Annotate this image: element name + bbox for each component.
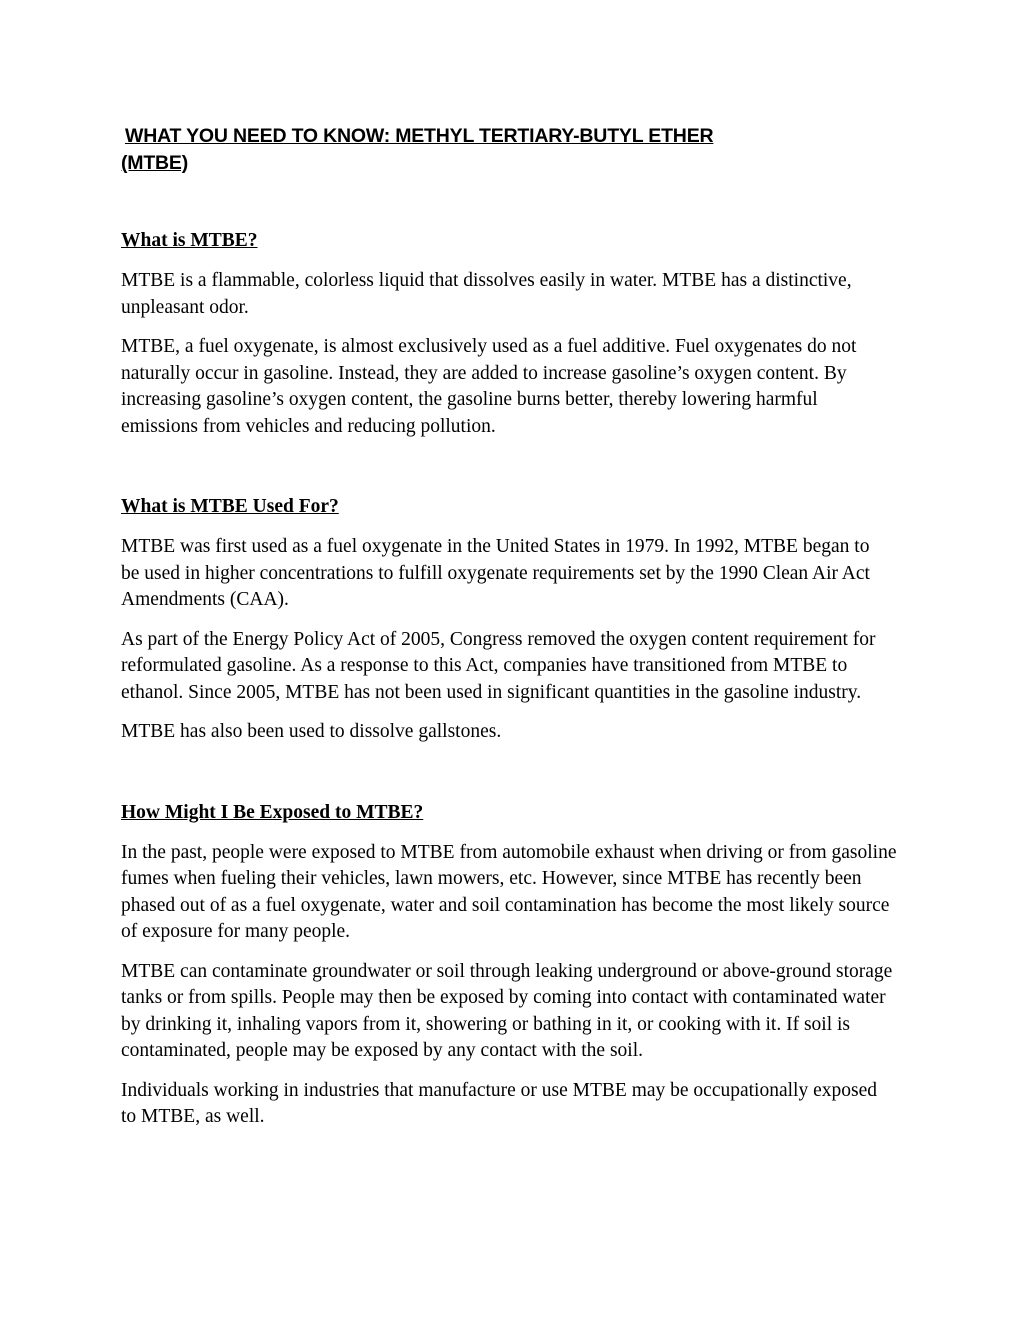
section-mtbe-uses bbox=[121, 494, 901, 746]
document-title-line1: WHAT YOU NEED TO KNOW: METHYL TERTIARY-BUTYL ETHER bbox=[125, 125, 714, 147]
paragraph: MTBE can contaminate groundwater or soil through leaking underground or above-ground storage tanks or from spills. People may then be exposed by coming into contact with contaminated water by drinking it, inhaling vapors from it, showering or bathing in it, or cooking with it. If soil is contaminated, people may be exposed by any contact with the soil. bbox=[121, 960, 893, 1061]
section-heading: What is MTBE Used For? bbox=[121, 496, 339, 517]
document-page bbox=[121, 120, 901, 1131]
paragraph: As part of the Energy Policy Act of 2005, Congress removed the oxygen content requirement for reformulated gasoline. As a response to this Act, companies have transitioned from MTBE to ethanol. Since 2005, MTBE has not been used in significant quantities in the gasoline industry. bbox=[121, 628, 876, 703]
section-heading: How Might I Be Exposed to MTBE? bbox=[121, 801, 424, 823]
paragraph: MTBE, a fuel oxygenate, is almost exclusively used as a fuel additive. Fuel oxygenates do not naturally occur in gasoline. Instead, they are added to increase gasoline’s oxygen content. By increasing gasoline’s oxygen content, the gasoline burns better, thereby lowering harmful emissions from vehicles and reducing pollution. bbox=[121, 336, 857, 437]
paragraph: MTBE was first used as a fuel oxygenate in the United States in 1979. In 1992, MTBE began to be used in higher concentrations to fulfill oxygenate requirements set by the 1990 Clean Air Act Amendments (CAA). bbox=[121, 536, 870, 610]
paragraph: MTBE has also been used to dissolve gallstones. bbox=[121, 721, 502, 742]
section-exposure bbox=[121, 800, 901, 1131]
document-title bbox=[121, 123, 901, 177]
section-heading: What is MTBE? bbox=[121, 230, 258, 251]
paragraph: Individuals working in industries that manufacture or use MTBE may be occupationally exposed to MTBE, as well. bbox=[121, 1079, 877, 1127]
paragraph: In the past, people were exposed to MTBE from automobile exhaust when driving or from gasoline fumes when fueling their vehicles, lawn mowers, etc. However, since MTBE has recently been phased out of as a fuel oxygenate, water and soil contamination has become the most likely source of exposure for many people. bbox=[121, 841, 897, 942]
section-what-is-mtbe bbox=[121, 228, 901, 440]
document-title-line2: (MTBE) bbox=[121, 152, 189, 174]
paragraph: MTBE is a flammable, colorless liquid that dissolves easily in water. MTBE has a distinctive, unpleasant odor. bbox=[121, 270, 852, 318]
